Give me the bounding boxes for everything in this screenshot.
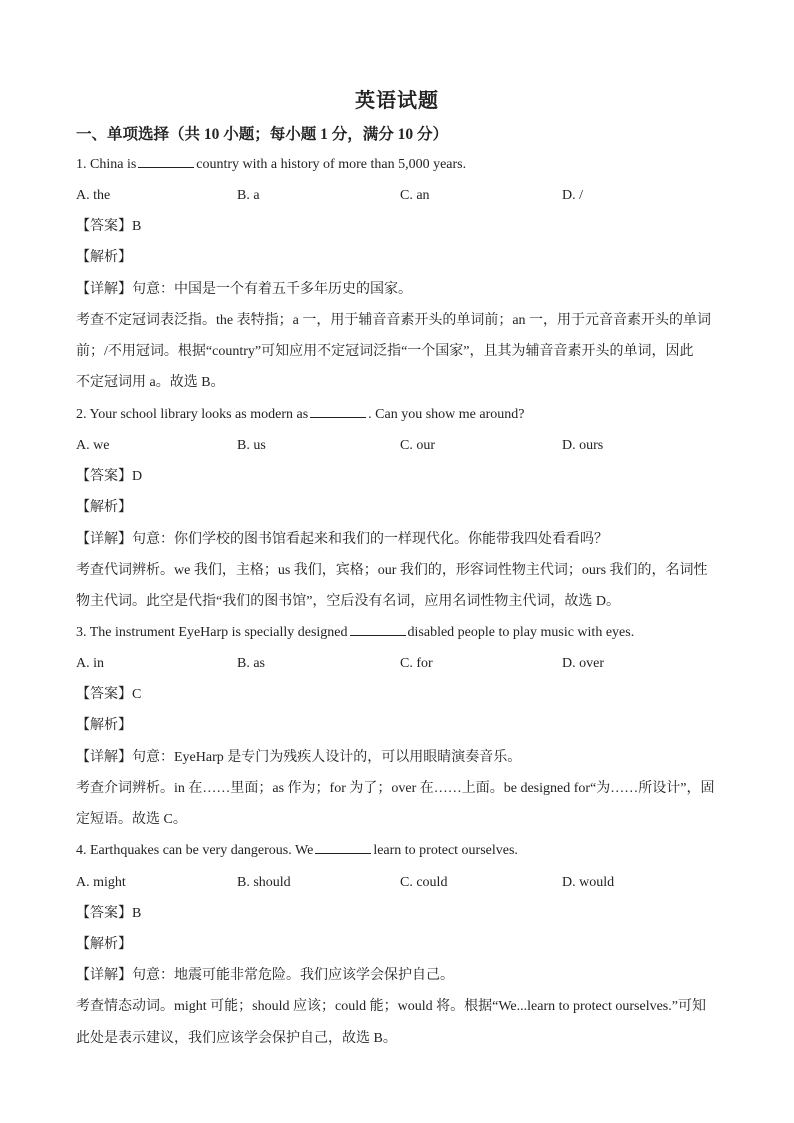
answer-line: 【答案】C: [76, 687, 142, 702]
answer-line: 【答案】D: [76, 469, 143, 484]
analysis-label: 【解析】: [76, 250, 132, 265]
option-d: D. /: [562, 188, 583, 203]
answer-blank: [315, 841, 371, 854]
detail-line: 不定冠词用 a。故选 B。: [76, 375, 225, 390]
detail-line: 考查不定冠词表泛指。the 表特指；a 一，用于辅音音素开头的单词前；an 一，用于元音音素开头的单词: [76, 313, 712, 328]
detail-line: 考查介词辨析。in 在……里面；as 作为；for 为了；over 在……上面。be designed for“为……所设计”，固: [76, 781, 715, 796]
answer-blank: [350, 623, 406, 636]
detail-line: 物主代词。此空是代指“我们的图书馆”，空后没有名词，应用名词性物主代词，故选 D。: [76, 594, 621, 609]
page-title: 英语试题: [355, 90, 439, 112]
option-d: D. over: [562, 656, 604, 671]
detail-line: 【详解】句意：EyeHarp 是专门为残疾人设计的，可以用眼睛演奏音乐。: [76, 750, 522, 765]
question-stem-3: 3. The instrument EyeHarp is specially designed disabled people to play music with eyes.: [76, 625, 635, 640]
detail-line: 【详解】句意：地震可能非常危险。我们应该学会保护自己。: [76, 968, 454, 983]
option-c: C. could: [400, 875, 448, 890]
question-stem-1: 1. China is country with a history of more than 5,000 years.: [76, 157, 467, 172]
question-stem-2: 2. Your school library looks as modern as . Can you show me around?: [76, 407, 525, 422]
answer-blank: [138, 155, 194, 168]
option-a: A. might: [76, 875, 126, 890]
answer-blank: [310, 405, 366, 418]
answer-line: 【答案】B: [76, 906, 142, 921]
option-c: C. our: [400, 438, 435, 453]
detail-line: 【详解】句意：你们学校的图书馆看起来和我们的一样现代化。你能带我四处看看吗？: [76, 532, 608, 547]
option-b: B. us: [237, 438, 266, 453]
question-stem-4: 4. Earthquakes can be very dangerous. We learn to protect ourselves.: [76, 843, 518, 858]
detail-line: 考查情态动词。might 可能；should 应该；could 能；would 将。根据“We...learn to protect ourselves.”可知: [76, 999, 706, 1014]
detail-line: 前；/不用冠词。根据“country”可知应用不定冠词泛指“一个国家”，且其为辅音音素开头的单词，因此: [76, 344, 694, 359]
detail-line: 此处是表示建议，我们应该学会保护自己，故选 B。: [76, 1031, 397, 1046]
option-b: B. a: [237, 188, 260, 203]
detail-line: 考查代词辨析。we 我们，主格；us 我们，宾格；our 我们的，形容词性物主代词；ours 我们的，名词性: [76, 563, 708, 578]
option-d: D. would: [562, 875, 615, 890]
analysis-label: 【解析】: [76, 718, 132, 733]
section-heading: 一、单项选择（共 10 小题；每小题 1 分，满分 10 分）: [76, 126, 449, 143]
answer-line: 【答案】B: [76, 219, 142, 234]
detail-line: 【详解】句意：中国是一个有着五千多年历史的国家。: [76, 282, 412, 297]
option-a: A. we: [76, 438, 110, 453]
option-c: C. an: [400, 188, 430, 203]
analysis-label: 【解析】: [76, 937, 132, 952]
option-c: C. for: [400, 656, 433, 671]
option-d: D. ours: [562, 438, 604, 453]
option-a: A. the: [76, 188, 111, 203]
option-a: A. in: [76, 656, 104, 671]
analysis-label: 【解析】: [76, 500, 132, 515]
option-b: B. should: [237, 875, 291, 890]
detail-line: 定短语。故选 C。: [76, 812, 187, 827]
option-b: B. as: [237, 656, 265, 671]
